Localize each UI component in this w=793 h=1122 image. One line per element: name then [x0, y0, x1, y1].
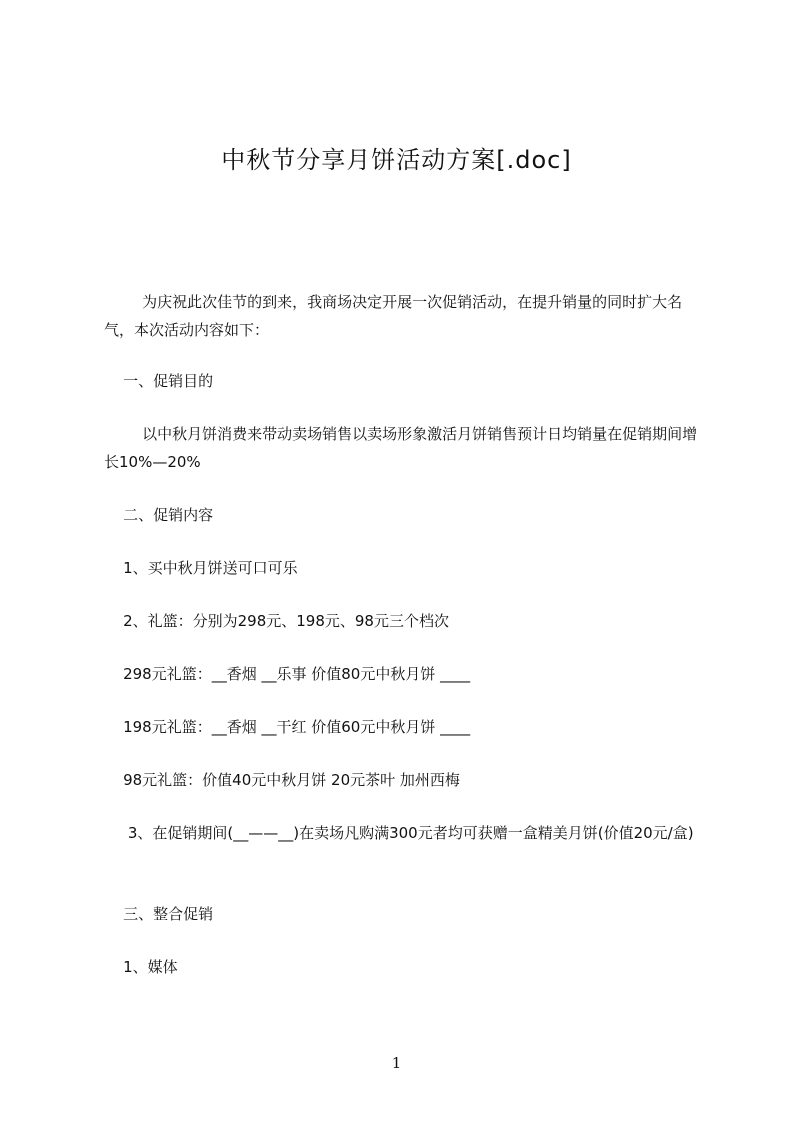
gift-basket-198: 198元礼篮：__香烟 __干红 价值60元中秋月饼 ____	[104, 718, 471, 736]
document-title: 中秋节分享月饼活动方案[.doc]	[221, 146, 572, 174]
content-item-1: 1、买中秋月饼送可口可乐	[104, 559, 298, 577]
section-heading-content: 二、促销内容	[104, 506, 214, 524]
gift-basket-98: 98元礼篮：价值40元中秋月饼 20元茶叶 加州西梅	[104, 771, 460, 789]
intro-paragraph: 为庆祝此次佳节的到来，我商场决定开展一次促销活动，在提升销量的同时扩大名气，本次活动内容如下：	[104, 293, 683, 339]
section-heading-integrated: 三、整合促销	[104, 905, 214, 923]
page-number: 1	[391, 1054, 402, 1072]
gift-basket-298: 298元礼篮：__香烟 __乐事 价值80元中秋月饼 ____	[104, 665, 471, 683]
section-heading-purpose: 一、促销目的	[104, 372, 214, 390]
content-item-3: 3、在促销期间(__——__)在卖场凡购满300元者均可获赠一盒精美月饼(价值20元/盒)	[104, 824, 694, 842]
purpose-paragraph: 以中秋月饼消费来带动卖场销售以卖场形象激活月饼销售预计日均销量在促销期间增长10%—20%	[104, 425, 698, 471]
integrated-item-1: 1、媒体	[104, 958, 178, 976]
content-item-2: 2、礼篮：分别为298元、198元、98元三个档次	[104, 612, 449, 630]
